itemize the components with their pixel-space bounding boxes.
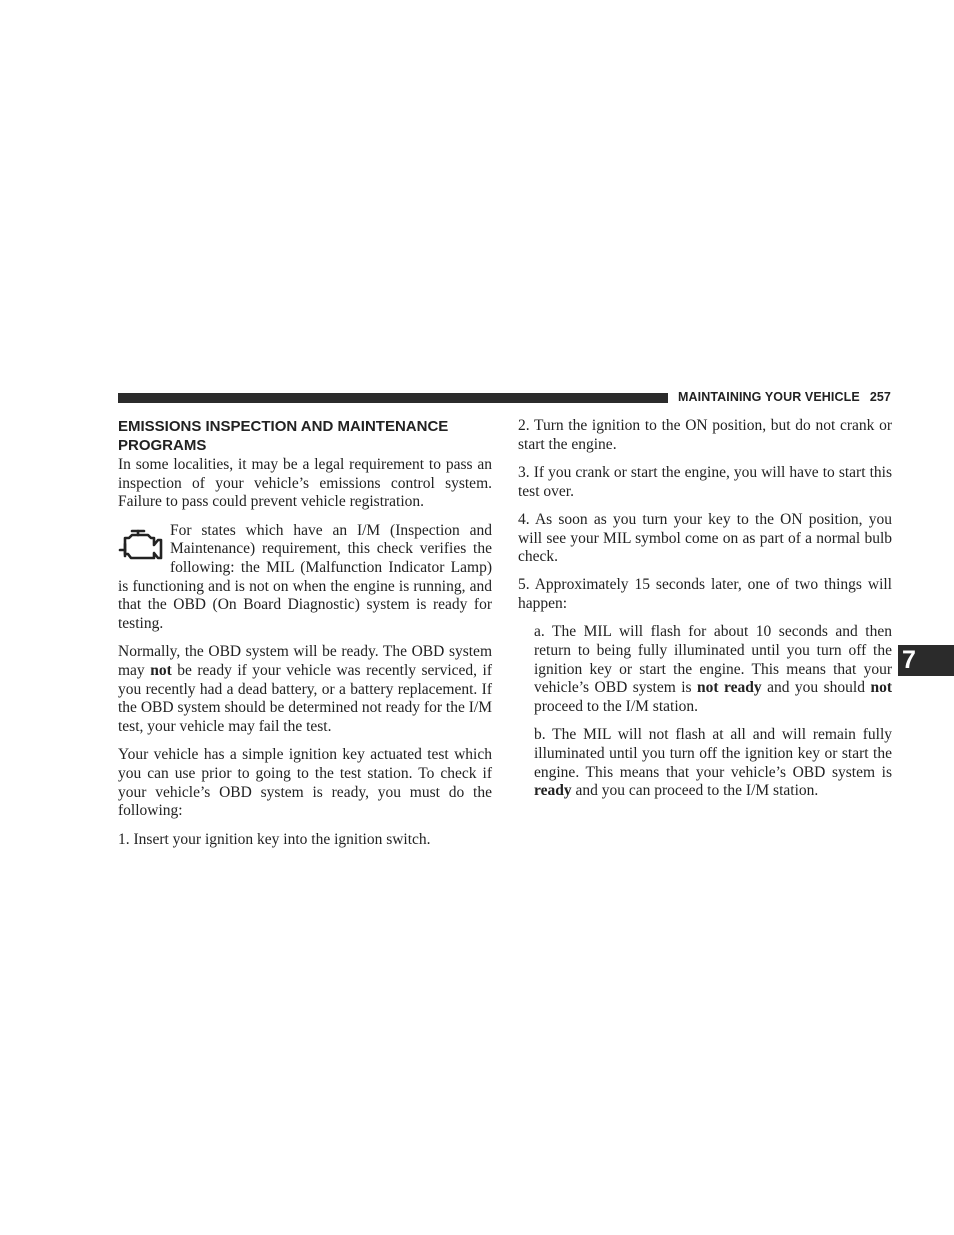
section-heading: EMISSIONS INSPECTION AND MAINTENANCE PROGRAMS <box>118 418 449 454</box>
test-paragraph: Your vehicle has a simple ignition key actuated test which you can use prior to going to the test station. To check if your vehicle’s OBD system is ready, you must do the following: <box>118 746 492 820</box>
step-3: 3. If you crank or start the engine, you will have to start this test over. <box>518 463 892 500</box>
step-5: 5. Approximately 15 seconds later, one of two things will happen: <box>518 576 892 613</box>
step-2: 2. Turn the ignition to the ON position, but do not crank or start the engine. <box>518 417 892 453</box>
check-engine-icon <box>118 525 164 561</box>
left-column <box>118 417 492 859</box>
mil-paragraph: For states which have an I/M (Inspection and Maintenance) requirement, this check verifies the following: the MIL (Malfunction Indicator Lamp) is functioning and is not on when the engine is running, and that the OBD (On Board Diagnostic) system is ready for testing. <box>118 521 492 633</box>
readiness-paragraph: Normally, the OBD system will be ready. The OBD system may not be ready if your vehicle was recently serviced, if you recently had a dead battery, or a battery replacement. If the OBD system should be determined not ready for the I/M test, your vehicle may fail the test. <box>118 643 493 736</box>
chapter-number: 7 <box>902 646 916 674</box>
step-1: 1. Insert your ignition key into the ignition switch. <box>118 830 431 848</box>
chapter-tab <box>898 645 954 676</box>
step-5b: b. The MIL will not flash at all and will remain fully illuminated until you turn off the ignition key or start the engine. This means that your vehicle’s OBD system is ready and you can proceed to the I/M station. <box>534 726 892 800</box>
intro-paragraph: In some localities, it may be a legal requirement to pass an inspection of your vehicle’s emissions control system. Failure to pass could prevent vehicle registration. <box>118 456 492 511</box>
right-column <box>518 417 892 811</box>
page-number: 257 <box>869 390 891 404</box>
section-title: MAINTAINING YOUR VEHICLE <box>678 390 860 404</box>
step-4: 4. As soon as you turn your key to the ON position, you will see your MIL symbol come on as part of a normal bulb check. <box>518 510 892 566</box>
header-rule <box>118 393 668 403</box>
running-head <box>678 390 892 404</box>
step-5a: a. The MIL will flash for about 10 seconds and then return to being fully illuminated until you turn off the ignition key or start the engine. This means that your vehicle’s OBD system is not ready and you should not proceed to the I/M station. <box>534 623 892 716</box>
